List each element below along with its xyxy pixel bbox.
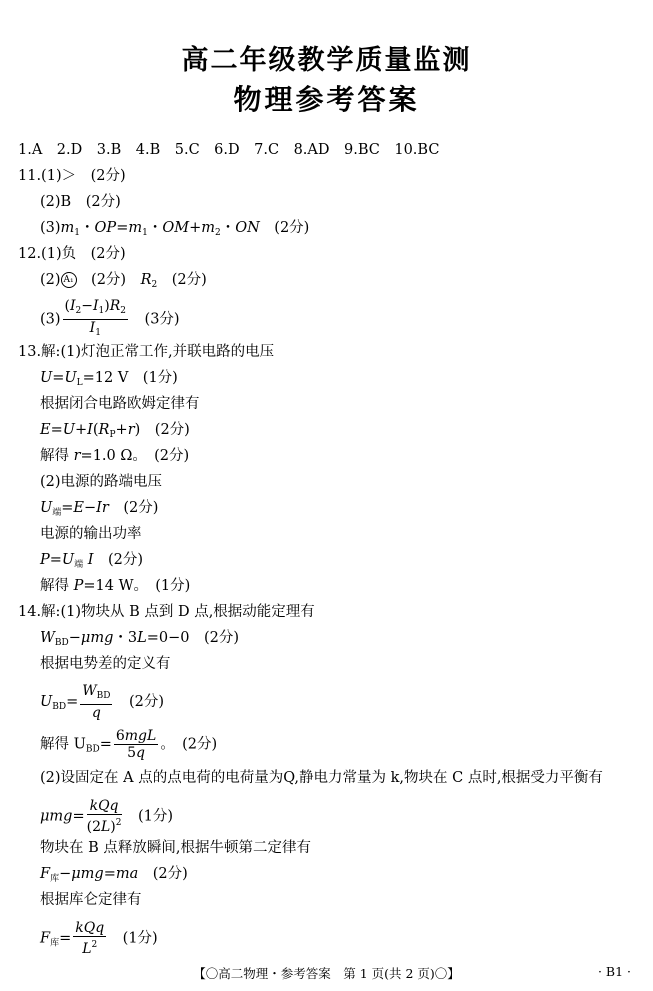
q12-part1: 12.(1)负 (2分) [18,246,126,262]
q12-part3: (3) $\frac{(I_2-I_1)R_2}{I_1}$ (3分) [40,298,180,338]
q14-line3: 根据电势差的定义有 [40,656,171,672]
ammeter-symbol: A₁ [61,272,77,288]
q11-part1: 11.(1)＞ (2分) [18,168,126,184]
mc-answers: 1.A 2.D 3.B 4.B 5.C 6.D 7.C 8.AD 9.BC 10.BC [18,142,440,158]
q13-line1: 13.解:(1)灯泡正常工作,并联电路的电压 [18,344,275,360]
q14-line5: 解得 $U_{BD}=$ $\frac{\text{6mgL}}{5q}$ 。 (2分) [40,728,218,761]
q13-line5: 解得 r=1.0 Ω。 (2分) [40,448,190,464]
q14-line11: $F_库=$ $\frac{\text{kQq}}{L^2}$ (1分) [40,920,158,957]
q13-line7: $U_端=E-Ir$ (2分) [40,500,159,518]
q13-line8: 电源的输出功率 [40,526,142,542]
page-footer: 【〇高二物理・参考答案 第 1 页(共 2 页)〇】 [193,966,460,981]
page-title: 高二年级教学质量监测 [181,45,472,76]
q13-line9: $P=U_端$ I (2分) [40,552,144,570]
q14-line9: $F_库-\mu mg=ma$ (2分) [40,866,188,884]
q14-line8: 物块在 B 点释放瞬间,根据牛顿第二定律有 [40,840,311,856]
q14-line2: $W_{BD}-\mu mg$・3L=0−0 (2分) [40,630,240,648]
q13-line2: $U=U_L=12$ V (1分) [40,370,178,388]
q13-line6: (2)电源的路端电压 [40,474,163,490]
q13-line3: 根据闭合电路欧姆定律有 [40,396,200,412]
q14-line6: (2)设固定在 A 点的点电荷的电荷量为Q,静电力常量为 k,物块在 C 点时,根据受力平衡有 [40,770,603,786]
page-subtitle: 物理参考答案 [233,83,420,116]
q12-part2: (2) A₁ (2分) $R_2$ (2分) [40,272,207,290]
q14-line7: μmg= $\frac{\text{kQq}}{(2L)^2}$ (1分) [40,798,174,835]
q11-part2: (2)B (2分) [40,194,121,210]
q11-part3: $(3)m_1$・$OP=m_1$・$OM+m_2$・ON (2分) [40,220,310,238]
q14-line4: $U_{BD}=$ $\frac{W_{BD}}{q}$ (2分) [40,683,165,721]
q13-line10: 解得 P=14 W。 (1分) [40,578,191,594]
q13-line4: $E=U+I(R_P+r)$ (2分) [40,422,190,440]
q14-line10: 根据库仑定律有 [40,892,142,908]
page-code: · B1 · [597,964,631,979]
q14-line1: 14.解:(1)物块从 B 点到 D 点,根据动能定理有 [18,604,315,620]
